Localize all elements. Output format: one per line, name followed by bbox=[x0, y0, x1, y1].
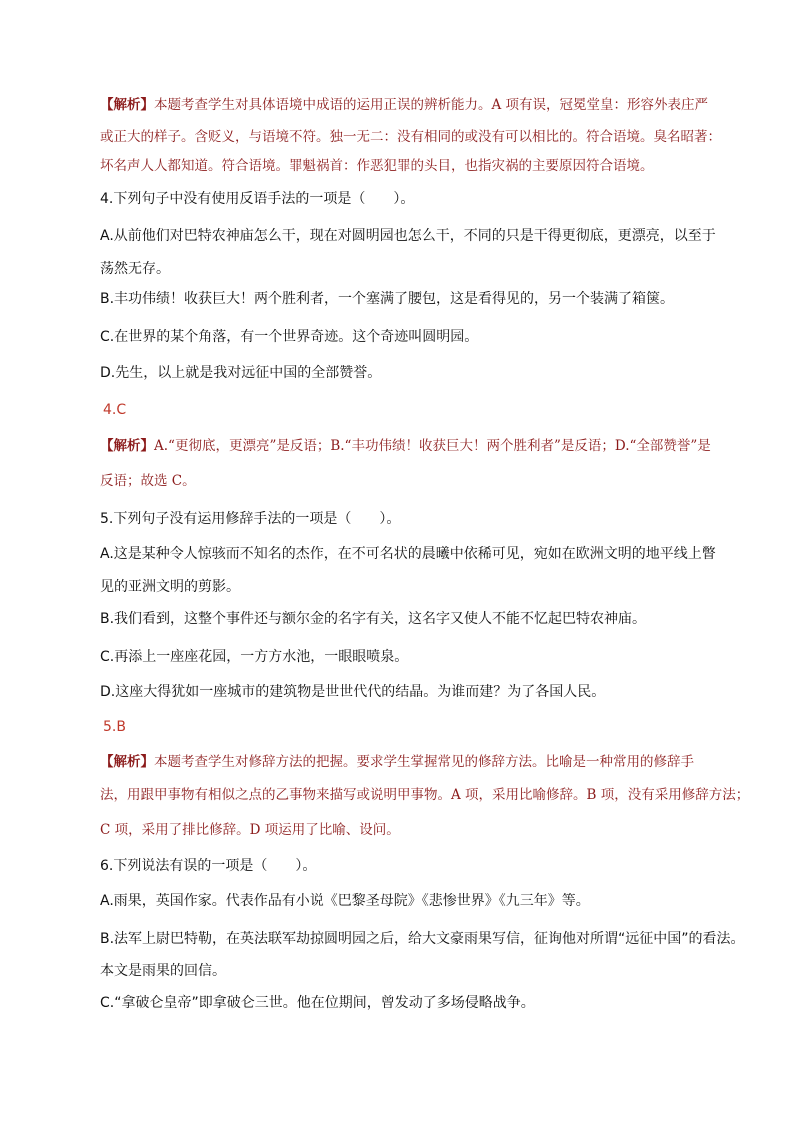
option-b-continued: 本文是雨果的回信。 bbox=[100, 963, 226, 979]
option-b: B.法军上尉巴特勒，在英法联军劫掠圆明园之后，给大文豪雨果写信，征询他对所谓“远征中国”的看法。 bbox=[100, 931, 745, 947]
option-c: C.再添上一座座花园，一方方水池，一眼眼喷泉。 bbox=[100, 649, 409, 665]
answer: 5.B bbox=[103, 719, 126, 735]
option-c: C.在世界的某个角落，有一个世界奇迹。这个奇迹叫圆明园。 bbox=[100, 329, 479, 345]
analysis-tag: 【解析】 bbox=[100, 438, 154, 454]
analysis-line: 法，用跟甲事物有相似之点的乙事物来描写或说明甲事物。A 项，采用比喻修辞。B 项，没有采用修辞方法； bbox=[100, 787, 750, 803]
option-a: A.这是某种令人惊骇而不知名的杰作，在不可名状的晨曦中依稀可见，宛如在欧洲文明的地平线上瞥 bbox=[100, 546, 716, 562]
answer: 4.C bbox=[103, 402, 127, 418]
option-a-continued: 荡然无存。 bbox=[100, 261, 170, 277]
option-d: D.这座大得犹如一座城市的建筑物是世世代代的结晶。为谁而建？为了各国人民。 bbox=[100, 684, 606, 700]
analysis-line: C 项，采用了排比修辞。D 项运用了比喻、设问。 bbox=[100, 822, 400, 838]
option-d: D.先生，以上就是我对远征中国的全部赞誉。 bbox=[100, 365, 382, 381]
analysis-tag: 【解析】 bbox=[100, 97, 154, 113]
question-stem: 6.下列说法有误的一项是（ ）。 bbox=[100, 858, 317, 874]
option-c: C.“拿破仑皇帝”即拿破仑三世。他在位期间，曾发动了多场侵略战争。 bbox=[100, 995, 535, 1011]
analysis-line bbox=[100, 437, 711, 455]
option-a: A.从前他们对巴特农神庙怎么干，现在对圆明园也怎么干，不同的只是干得更彻底，更漂亮，以至于 bbox=[100, 228, 716, 244]
analysis-line: 反语；故选 C。 bbox=[100, 473, 196, 489]
analysis-tag: 【解析】 bbox=[100, 754, 154, 770]
analysis-line bbox=[100, 753, 694, 771]
analysis-line: 坏名声人人都知道。符合语境。罪魁祸首：作恶犯罪的头目，也指灾祸的主要原因符合语境。 bbox=[100, 158, 654, 174]
analysis-text: 本题考查学生对修辞方法的把握。要求学生掌握常见的修辞方法。比喻是一种常用的修辞手 bbox=[154, 754, 694, 770]
option-b: B.我们看到，这整个事件还与额尔金的名字有关，这名字又使人不能不忆起巴特农神庙。 bbox=[100, 611, 647, 627]
analysis-line: 或正大的样子。含贬义，与语境不符。独一无二：没有相同的或没有可以相比的。符合语境。臭名昭著： bbox=[100, 129, 721, 145]
option-b: B.丰功伟绩！收获巨大！两个胜利者，一个塞满了腰包，这是看得见的，另一个装满了箱箧。 bbox=[100, 291, 675, 307]
question-stem: 4.下列句子中没有使用反语手法的一项是（ ）。 bbox=[100, 191, 415, 207]
analysis-text: 本题考查学生对具体语境中成语的运用正误的辨析能力。A 项有误，冠冕堂皇：形容外表庄严 bbox=[154, 97, 709, 113]
question-stem: 5.下列句子没有运用修辞手法的一项是（ ）。 bbox=[100, 511, 401, 527]
analysis-text: A.“更彻底，更漂亮”是反语；B.“丰功伟绩！收获巨大！两个胜利者”是反语；D.“全部赞誉”是 bbox=[154, 438, 711, 454]
option-a-continued: 见的亚洲文明的剪影。 bbox=[100, 579, 240, 595]
analysis-line bbox=[100, 96, 708, 114]
option-a: A.雨果，英国作家。代表作品有小说《巴黎圣母院》《悲惨世界》《九三年》等。 bbox=[100, 893, 590, 909]
